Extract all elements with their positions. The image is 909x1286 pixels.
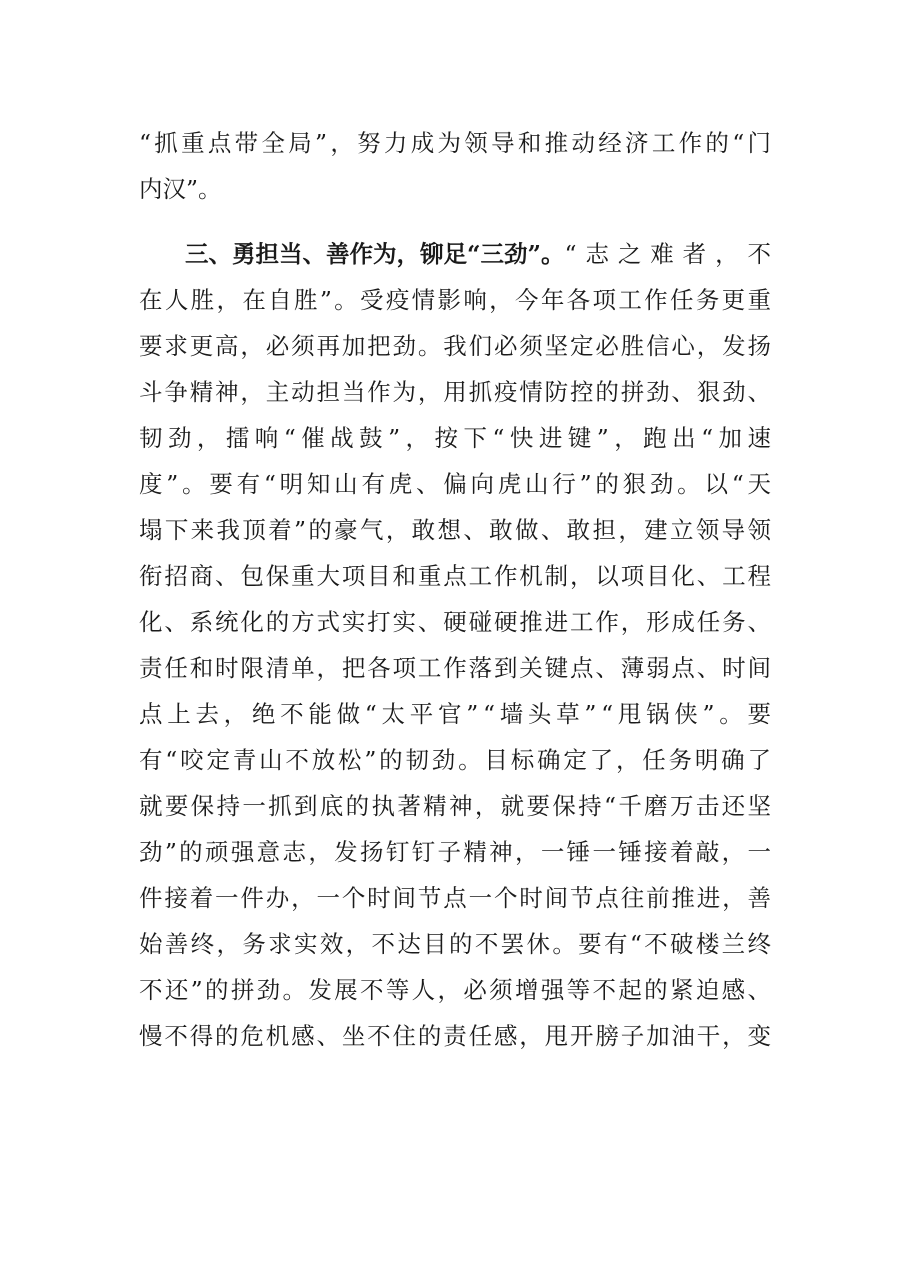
paragraph-1-line-1 — [139, 126, 775, 160]
paragraph-2-line-12-text: 有“咬定青山不放松”的韧劲。目标确定了，任务明确了 — [139, 746, 774, 774]
paragraph-2-line-14 — [139, 835, 774, 869]
paragraph-2-line-17-text: 不还”的拼劲。发展不等人，必须增强等不起的紧迫感、 — [139, 976, 774, 1004]
paragraph-2-line-15 — [139, 881, 771, 915]
section-heading: 三、勇担当、善作为，铆足“三劲”。 — [185, 240, 565, 268]
paragraph-1-line-2 — [139, 172, 771, 206]
paragraph-2-line-4 — [139, 375, 771, 409]
paragraph-2-line-8 — [139, 559, 771, 593]
paragraph-2-line-18 — [139, 1019, 771, 1053]
paragraph-2-line-9 — [139, 605, 771, 639]
paragraph-2-line-9-text: 化、系统化的方式实打实、硬碰硬推进工作，形成任务、 — [139, 608, 773, 636]
paragraph-2-line-15-text: 件接着一件办，一个时间节点一个时间节点往前推进，善 — [139, 884, 773, 912]
paragraph-2-line-3 — [139, 329, 771, 363]
paragraph-2-line-11 — [139, 697, 776, 731]
paragraph-2-line-11-text: 点上去，绝不能做“太平官”“墙头草”“甩锅侠”。要 — [139, 700, 776, 728]
paragraph-2-line-1-text: “志之难者，不 — [564, 240, 780, 268]
paragraph-2-line-10-text: 责任和时限清单，把各项工作落到关键点、薄弱点、时间 — [139, 654, 773, 682]
paragraph-2-line-18-text: 慢不得的危机感、坐不住的责任感，甩开膀子加油干，变 — [139, 1022, 773, 1050]
paragraph-2-line-5 — [139, 421, 777, 455]
paragraph-2-line-2-text: 在人胜，在自胜”。受疫情影响，今年各项工作任务更重 — [139, 286, 774, 314]
paragraph-2-line-14-text: 劲”的顽强意志，发扬钉钉子精神，一锤一锤接着敲，一 — [139, 838, 774, 866]
paragraph-2-line-4-text: 斗争精神，主动担当作为，用抓疫情防控的拼劲、狠劲、 — [139, 378, 773, 406]
paragraph-2-line-16 — [139, 927, 774, 961]
paragraph-2-line-3-text: 要求更高，必须再加把劲。我们必须坚定必胜信心，发扬 — [139, 332, 773, 360]
paragraph-2-line-6-text: 度”。要有“明知山有虎、偏向虎山行”的狠劲。以“天 — [139, 470, 775, 498]
paragraph-2-line-7 — [139, 513, 774, 547]
paragraph-1-line-2-text: 内汉”。 — [139, 175, 222, 203]
paragraph-2-line-7-text: 塌下来我顶着”的豪气，敢想、敢做、敢担，建立领导领 — [139, 516, 774, 544]
paragraph-2-line-5-text: 韧劲，擂响“催战鼓”，按下“快进键”，跑出“加速 — [139, 424, 777, 452]
paragraph-2-line-13 — [139, 789, 774, 823]
paragraph-2-line-13-text: 就要保持一抓到底的执著精神，就要保持“千磨万击还坚 — [139, 792, 774, 820]
paragraph-2-line-10 — [139, 651, 771, 685]
paragraph-2-line-16-text: 始善终，务求实效，不达目的不罢休。要有“不破楼兰终 — [139, 930, 774, 958]
paragraph-2-line-2 — [139, 283, 774, 317]
paragraph-2-line-12 — [139, 743, 774, 777]
paragraph-2-line-6 — [139, 467, 775, 501]
paragraph-1-line-1-text: “抓重点带全局”，努力成为领导和推动经济工作的“门 — [139, 129, 775, 157]
paragraph-2-line-1 — [185, 237, 780, 271]
paragraph-2-line-8-text: 衔招商、包保重大项目和重点工作机制，以项目化、工程 — [139, 562, 773, 590]
paragraph-2-line-17 — [139, 973, 774, 1007]
